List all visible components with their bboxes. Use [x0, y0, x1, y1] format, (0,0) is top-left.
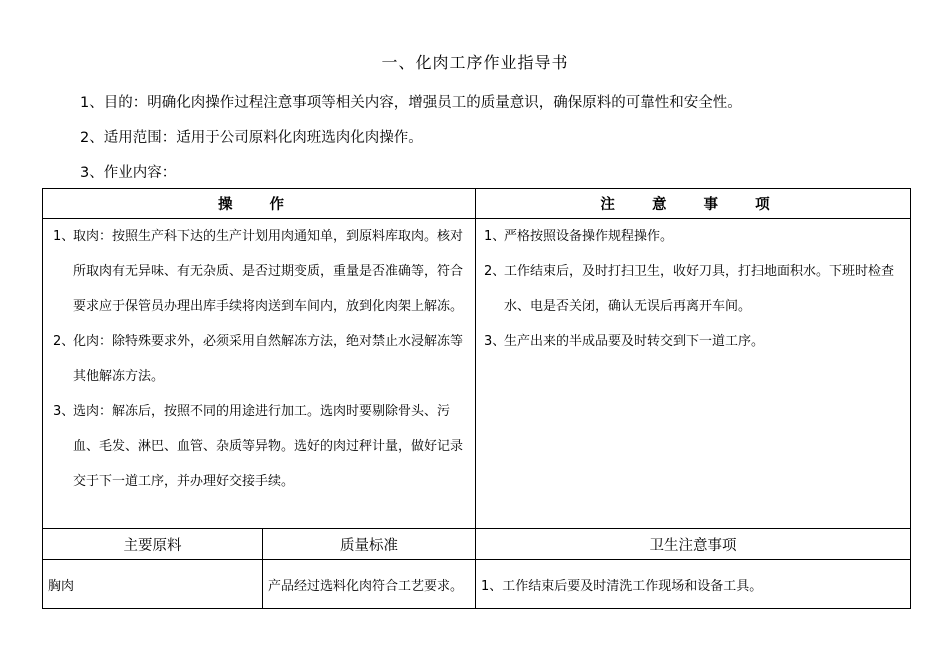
header-quality-standard: 质量标准: [263, 529, 476, 560]
note-item: 2、 工作结束后，及时打扫卫生，收好刀具，打扫地面积水。下班时检查水、电是否关闭，确认无误后再离开车间。: [484, 264, 895, 314]
operation-item: 1、 取肉：按照生产科下达的生产计划用肉通知单，到原料库取肉。核对所取肉有无异味、有无杂质、是否过期变质，重量是否准确等，符合要求应于保管员办理出库手续将肉送到车间内，放到化肉架上解冻。: [53, 229, 464, 314]
cell-quality-standard: 产品经过选料化肉符合工艺要求。: [263, 560, 476, 609]
cell-main-material: 胸肉: [43, 560, 263, 609]
header-operations: 操 作: [43, 189, 476, 219]
instruction-table: [42, 188, 911, 609]
document-title: 一、化肉工序作业指导书: [381, 53, 569, 72]
header-hygiene-notes: 卫生注意事项: [476, 529, 911, 560]
operation-item: 2、 化肉：除特殊要求外，必须采用自然解冻方法，绝对禁止水浸解冻等其他解冻方法。: [53, 334, 464, 384]
cell-hygiene-notes: 1、工作结束后要及时清洗工作现场和设备工具。: [476, 560, 911, 609]
note-item: 3、 生产出来的半成品要及时转交到下一道工序。: [484, 334, 765, 349]
operation-item: 3、 选肉：解冻后，按照不同的用途进行加工。选肉时要剔除骨头、污血、毛发、淋巴、血管、杂质等异物。选好的肉过秤计量，做好记录交于下一道工序，并办理好交接手续。: [53, 404, 464, 489]
header-notes: 注 意 事 项: [476, 189, 911, 219]
header-main-material: 主要原料: [43, 529, 263, 560]
notes-cell: [476, 219, 911, 529]
operations-cell: [43, 219, 476, 529]
content-paragraph: 3、作业内容：: [80, 165, 177, 181]
note-item: 1、 严格按照设备操作规程操作。: [484, 229, 674, 244]
scope-paragraph: 2、适用范围：适用于公司原料化肉班选肉化肉操作。: [80, 130, 423, 146]
purpose-paragraph: 1、目的：明确化肉操作过程注意事项等相关内容，增强员工的质量意识，确保原料的可靠性和安全性。: [80, 95, 742, 111]
